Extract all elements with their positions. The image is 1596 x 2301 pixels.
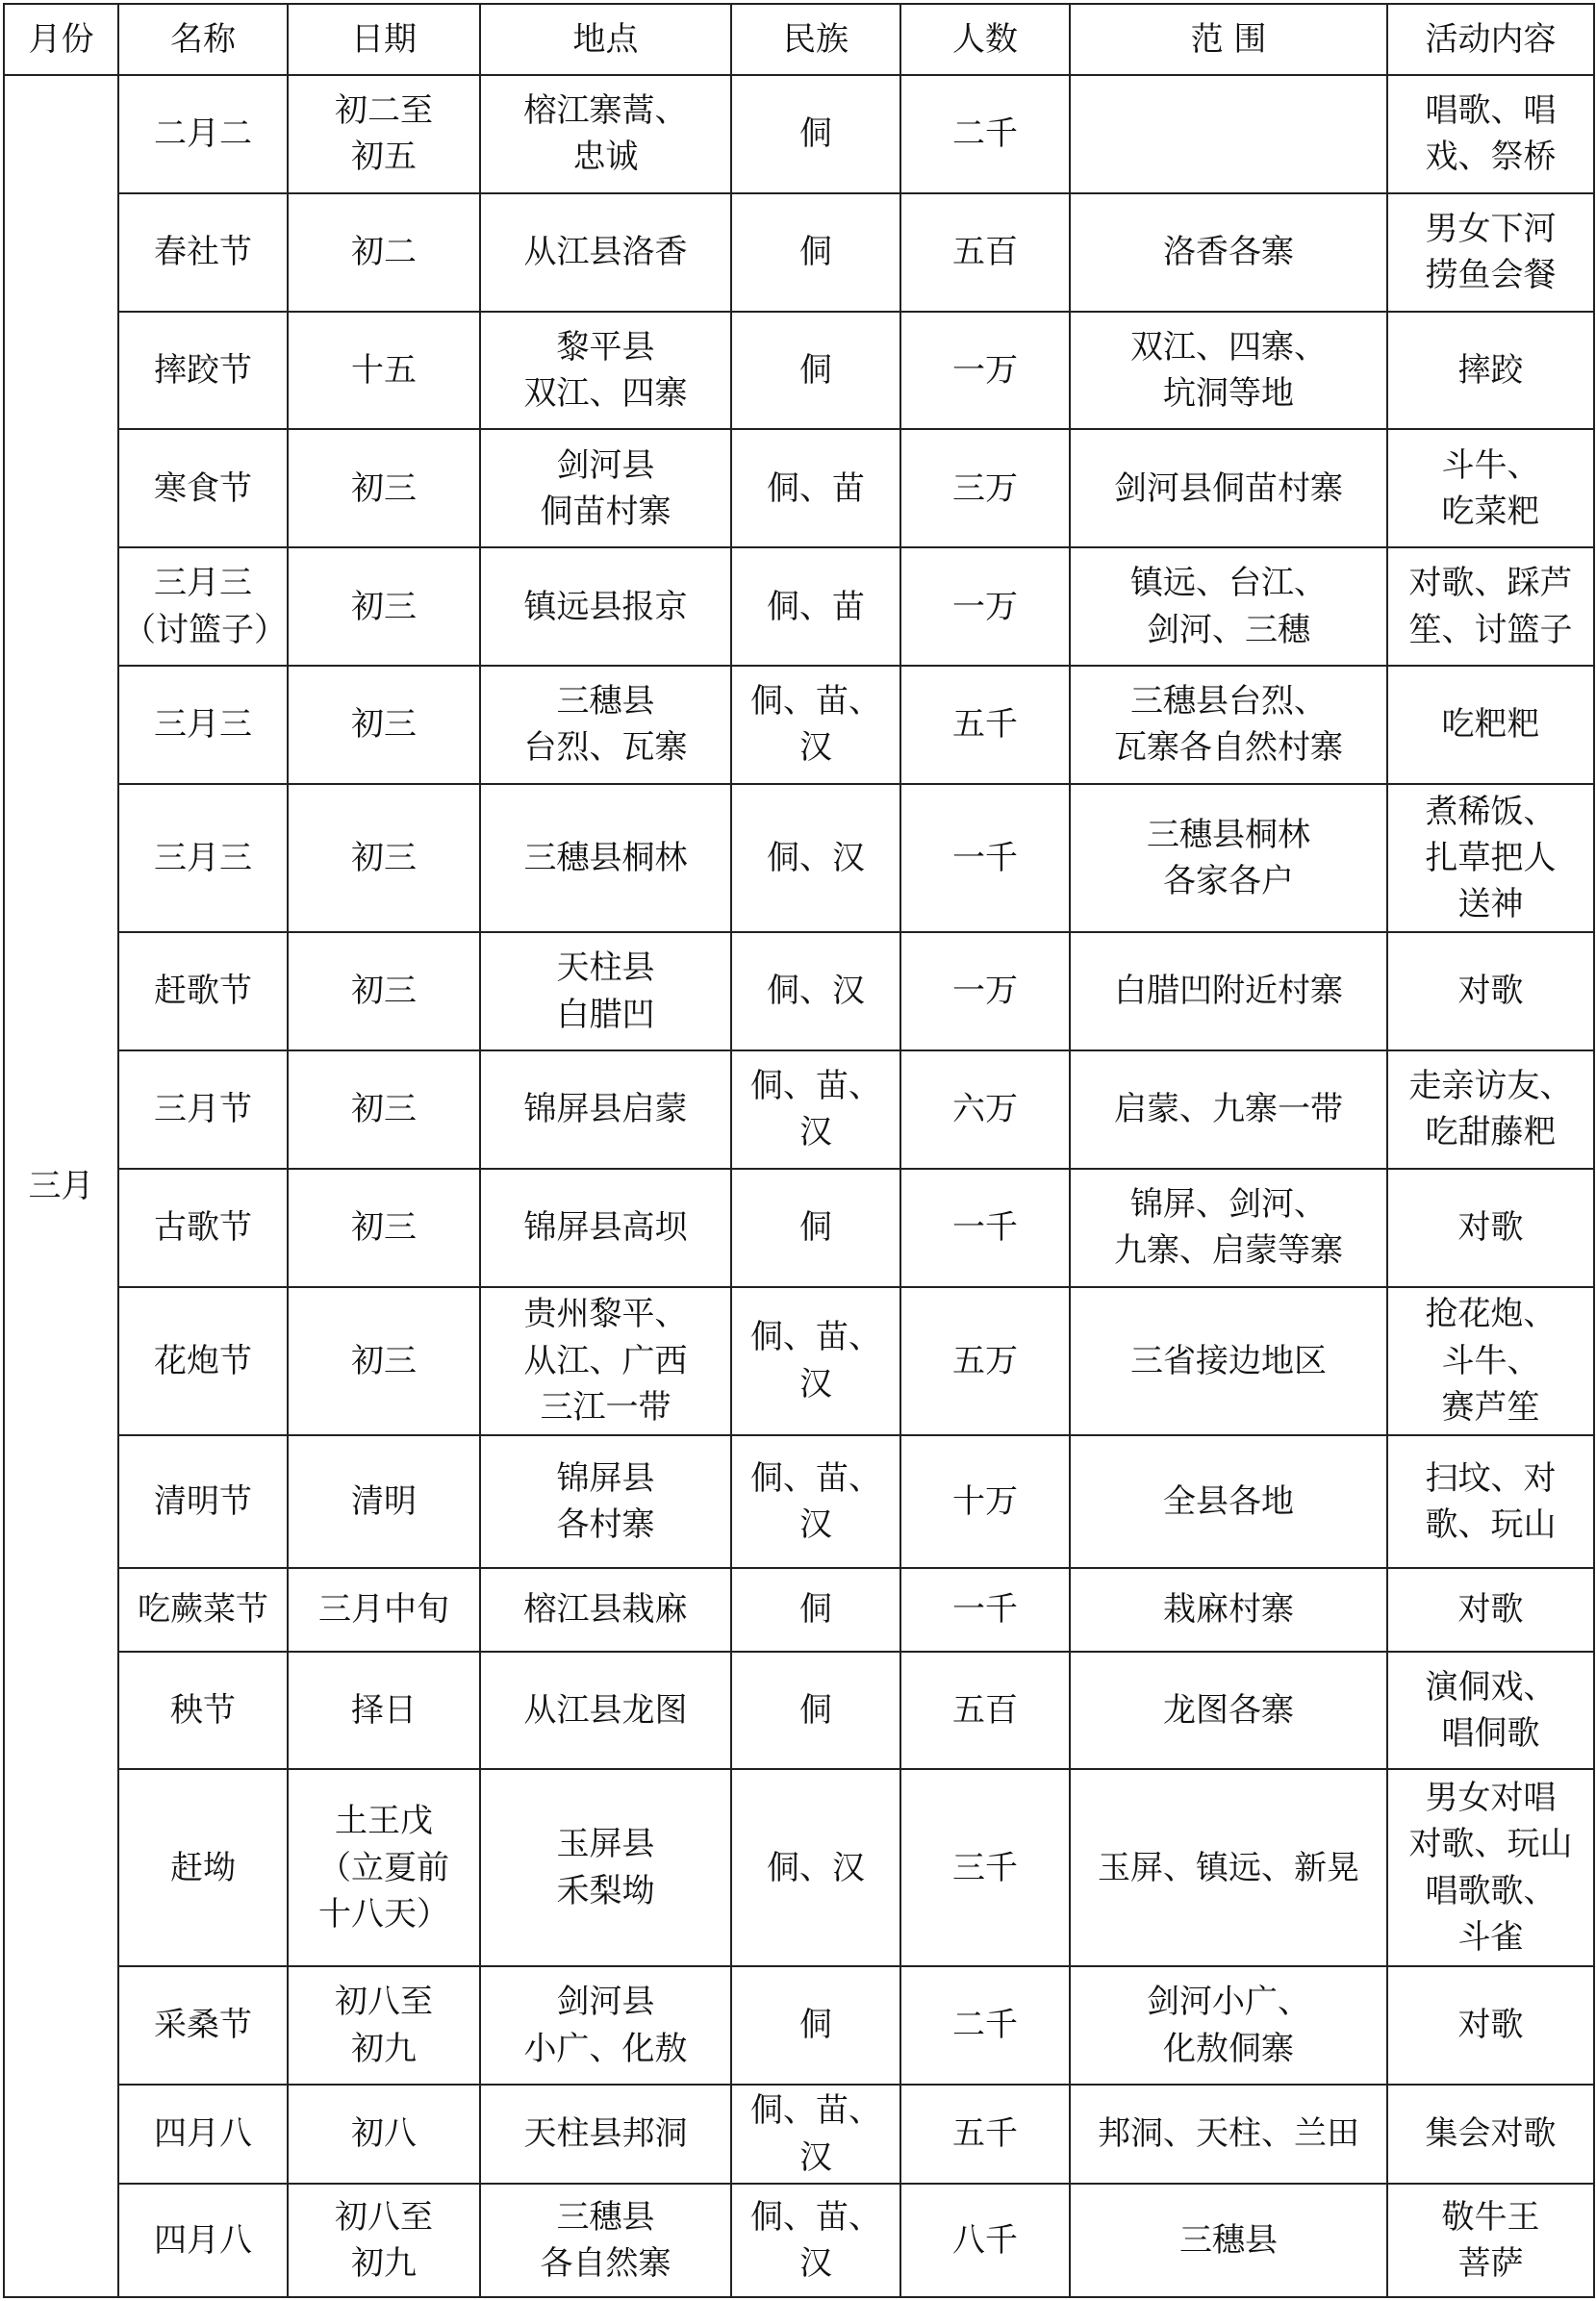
people-cell: 二千	[900, 75, 1070, 193]
name-cell: 二月二	[118, 75, 288, 193]
activity-cell: 男女下河 捞鱼会餐	[1387, 193, 1594, 312]
name-cell: 采桑节	[118, 1966, 288, 2085]
activity-cell: 对歌、踩芦 笙、讨篮子	[1387, 547, 1594, 666]
table-body	[4, 75, 1594, 2297]
date-cell: 初三	[288, 932, 480, 1050]
place-cell: 贵州黎平、 从江、广西 三江一带	[480, 1287, 731, 1435]
scope-cell: 三穗县台烈、 瓦寨各自然村寨	[1070, 666, 1387, 784]
place-cell: 玉屏县 禾梨坳	[480, 1769, 731, 1966]
scope-cell: 全县各地	[1070, 1435, 1387, 1569]
people-cell: 五百	[900, 1652, 1070, 1770]
date-cell: 初三	[288, 1169, 480, 1287]
table-header	[4, 4, 1594, 75]
ethnic-cell: 侗	[731, 312, 900, 430]
table-row	[4, 1169, 1594, 1287]
date-cell: 初二至 初五	[288, 75, 480, 193]
header-row	[4, 4, 1594, 75]
people-cell: 一千	[900, 1568, 1070, 1651]
activity-cell: 走亲访友、 吃甜藤粑	[1387, 1050, 1594, 1169]
scope-cell: 剑河县侗苗村寨	[1070, 429, 1387, 547]
people-cell: 二千	[900, 1966, 1070, 2085]
ethnic-cell: 侗、苗、汉	[731, 666, 900, 784]
scope-cell: 剑河小广、 化敖侗寨	[1070, 1966, 1387, 2085]
table-row	[4, 547, 1594, 666]
date-cell: 十五	[288, 312, 480, 430]
place-cell: 剑河县 侗苗村寨	[480, 429, 731, 547]
ethnic-cell: 侗	[731, 1966, 900, 2085]
table-row	[4, 429, 1594, 547]
table-row	[4, 312, 1594, 430]
people-cell: 三千	[900, 1769, 1070, 1966]
people-cell: 三万	[900, 429, 1070, 547]
place-cell: 从江县洛香	[480, 193, 731, 312]
place-cell: 锦屏县高坝	[480, 1169, 731, 1287]
scope-cell: 镇远、台江、 剑河、三穗	[1070, 547, 1387, 666]
header-date: 日期	[288, 4, 480, 75]
date-cell: 初八至 初九	[288, 2184, 480, 2297]
activity-cell: 对歌	[1387, 1568, 1594, 1651]
scope-cell: 龙图各寨	[1070, 1652, 1387, 1770]
date-cell: 初三	[288, 547, 480, 666]
activity-cell: 扫坟、对 歌、玩山	[1387, 1435, 1594, 1569]
place-cell: 三穗县 台烈、瓦寨	[480, 666, 731, 784]
date-cell: 择日	[288, 1652, 480, 1770]
activity-cell: 摔跤	[1387, 312, 1594, 430]
activity-cell: 抢花炮、 斗牛、 赛芦笙	[1387, 1287, 1594, 1435]
header-month: 月份	[4, 4, 118, 75]
table-row	[4, 2085, 1594, 2184]
header-scope: 范 围	[1070, 4, 1387, 75]
scope-cell: 玉屏、镇远、新晃	[1070, 1769, 1387, 1966]
table-row	[4, 1050, 1594, 1169]
header-name: 名称	[118, 4, 288, 75]
table-row	[4, 1966, 1594, 2085]
ethnic-cell: 侗、汉	[731, 784, 900, 932]
people-cell: 六万	[900, 1050, 1070, 1169]
name-cell: 古歌节	[118, 1169, 288, 1287]
activity-cell: 对歌	[1387, 1169, 1594, 1287]
activity-cell: 斗牛、 吃菜粑	[1387, 429, 1594, 547]
ethnic-cell: 侗、苗、汉	[731, 2085, 900, 2184]
festival-table	[3, 3, 1595, 2298]
table-row	[4, 1769, 1594, 1966]
activity-cell: 对歌	[1387, 1966, 1594, 2085]
ethnic-cell: 侗	[731, 1568, 900, 1651]
scope-cell: 三穗县	[1070, 2184, 1387, 2297]
scope-cell: 洛香各寨	[1070, 193, 1387, 312]
table-row	[4, 1287, 1594, 1435]
name-cell: 吃蕨菜节	[118, 1568, 288, 1651]
people-cell: 一万	[900, 932, 1070, 1050]
scope-cell: 锦屏、剑河、 九寨、启蒙等寨	[1070, 1169, 1387, 1287]
ethnic-cell: 侗	[731, 1169, 900, 1287]
people-cell: 一万	[900, 547, 1070, 666]
ethnic-cell: 侗	[731, 75, 900, 193]
place-cell: 锦屏县 各村寨	[480, 1435, 731, 1569]
ethnic-cell: 侗、苗、汉	[731, 1287, 900, 1435]
date-cell: 初三	[288, 784, 480, 932]
place-cell: 黎平县 双江、四寨	[480, 312, 731, 430]
month-cell: 三月	[4, 75, 118, 2297]
table-row	[4, 784, 1594, 932]
people-cell: 五千	[900, 666, 1070, 784]
place-cell: 天柱县邦洞	[480, 2085, 731, 2184]
place-cell: 剑河县 小广、化敖	[480, 1966, 731, 2085]
name-cell: 三月三 （讨篮子）	[118, 547, 288, 666]
scope-cell: 白腊凹附近村寨	[1070, 932, 1387, 1050]
name-cell: 赶坳	[118, 1769, 288, 1966]
ethnic-cell: 侗、汉	[731, 932, 900, 1050]
name-cell: 四月八	[118, 2085, 288, 2184]
name-cell: 春社节	[118, 193, 288, 312]
scope-cell: 三穗县桐林 各家各户	[1070, 784, 1387, 932]
ethnic-cell: 侗、汉	[731, 1769, 900, 1966]
scope-cell: 三省接边地区	[1070, 1287, 1387, 1435]
date-cell: 初二	[288, 193, 480, 312]
place-cell: 三穗县 各自然寨	[480, 2184, 731, 2297]
name-cell: 三月节	[118, 1050, 288, 1169]
table-row	[4, 75, 1594, 193]
people-cell: 一千	[900, 784, 1070, 932]
name-cell: 花炮节	[118, 1287, 288, 1435]
table-row	[4, 1652, 1594, 1770]
people-cell: 五万	[900, 1287, 1070, 1435]
date-cell: 清明	[288, 1435, 480, 1569]
activity-cell: 吃粑粑	[1387, 666, 1594, 784]
date-cell: 土王戊 （立夏前 十八天）	[288, 1769, 480, 1966]
name-cell: 四月八	[118, 2184, 288, 2297]
header-people: 人数	[900, 4, 1070, 75]
place-cell: 榕江县栽麻	[480, 1568, 731, 1651]
ethnic-cell: 侗、苗、汉	[731, 2184, 900, 2297]
date-cell: 初三	[288, 666, 480, 784]
people-cell: 一千	[900, 1169, 1070, 1287]
place-cell: 镇远县报京	[480, 547, 731, 666]
people-cell: 十万	[900, 1435, 1070, 1569]
people-cell: 八千	[900, 2184, 1070, 2297]
name-cell: 摔跤节	[118, 312, 288, 430]
activity-cell: 唱歌、唱 戏、祭桥	[1387, 75, 1594, 193]
name-cell: 秧节	[118, 1652, 288, 1770]
table-row	[4, 666, 1594, 784]
date-cell: 初三	[288, 1050, 480, 1169]
table-row	[4, 1435, 1594, 1569]
header-place: 地点	[480, 4, 731, 75]
place-cell: 锦屏县启蒙	[480, 1050, 731, 1169]
table-row	[4, 932, 1594, 1050]
people-cell: 一万	[900, 312, 1070, 430]
header-activity: 活动内容	[1387, 4, 1594, 75]
ethnic-cell: 侗、苗	[731, 429, 900, 547]
scope-cell: 双江、四寨、 坑洞等地	[1070, 312, 1387, 430]
scope-cell: 栽麻村寨	[1070, 1568, 1387, 1651]
header-ethnic: 民族	[731, 4, 900, 75]
ethnic-cell: 侗	[731, 193, 900, 312]
name-cell: 三月三	[118, 666, 288, 784]
ethnic-cell: 侗、苗	[731, 547, 900, 666]
place-cell: 天柱县 白腊凹	[480, 932, 731, 1050]
date-cell: 初三	[288, 429, 480, 547]
people-cell: 五百	[900, 193, 1070, 312]
activity-cell: 敬牛王 菩萨	[1387, 2184, 1594, 2297]
scope-cell	[1070, 75, 1387, 193]
date-cell: 初八	[288, 2085, 480, 2184]
scope-cell: 邦洞、天柱、兰田	[1070, 2085, 1387, 2184]
activity-cell: 煮稀饭、 扎草把人 送神	[1387, 784, 1594, 932]
ethnic-cell: 侗、苗、汉	[731, 1050, 900, 1169]
ethnic-cell: 侗	[731, 1652, 900, 1770]
name-cell: 三月三	[118, 784, 288, 932]
date-cell: 初八至 初九	[288, 1966, 480, 2085]
place-cell: 从江县龙图	[480, 1652, 731, 1770]
activity-cell: 对歌	[1387, 932, 1594, 1050]
name-cell: 清明节	[118, 1435, 288, 1569]
place-cell: 三穗县桐林	[480, 784, 731, 932]
name-cell: 寒食节	[118, 429, 288, 547]
people-cell: 五千	[900, 2085, 1070, 2184]
date-cell: 初三	[288, 1287, 480, 1435]
table-row	[4, 193, 1594, 312]
activity-cell: 集会对歌	[1387, 2085, 1594, 2184]
name-cell: 赶歌节	[118, 932, 288, 1050]
ethnic-cell: 侗、苗、汉	[731, 1435, 900, 1569]
date-cell: 三月中旬	[288, 1568, 480, 1651]
scope-cell: 启蒙、九寨一带	[1070, 1050, 1387, 1169]
place-cell: 榕江寨蒿、 忠诚	[480, 75, 731, 193]
table-row	[4, 1568, 1594, 1651]
activity-cell: 演侗戏、 唱侗歌	[1387, 1652, 1594, 1770]
table-row	[4, 2184, 1594, 2297]
activity-cell: 男女对唱 对歌、玩山 唱歌歌、 斗雀	[1387, 1769, 1594, 1966]
